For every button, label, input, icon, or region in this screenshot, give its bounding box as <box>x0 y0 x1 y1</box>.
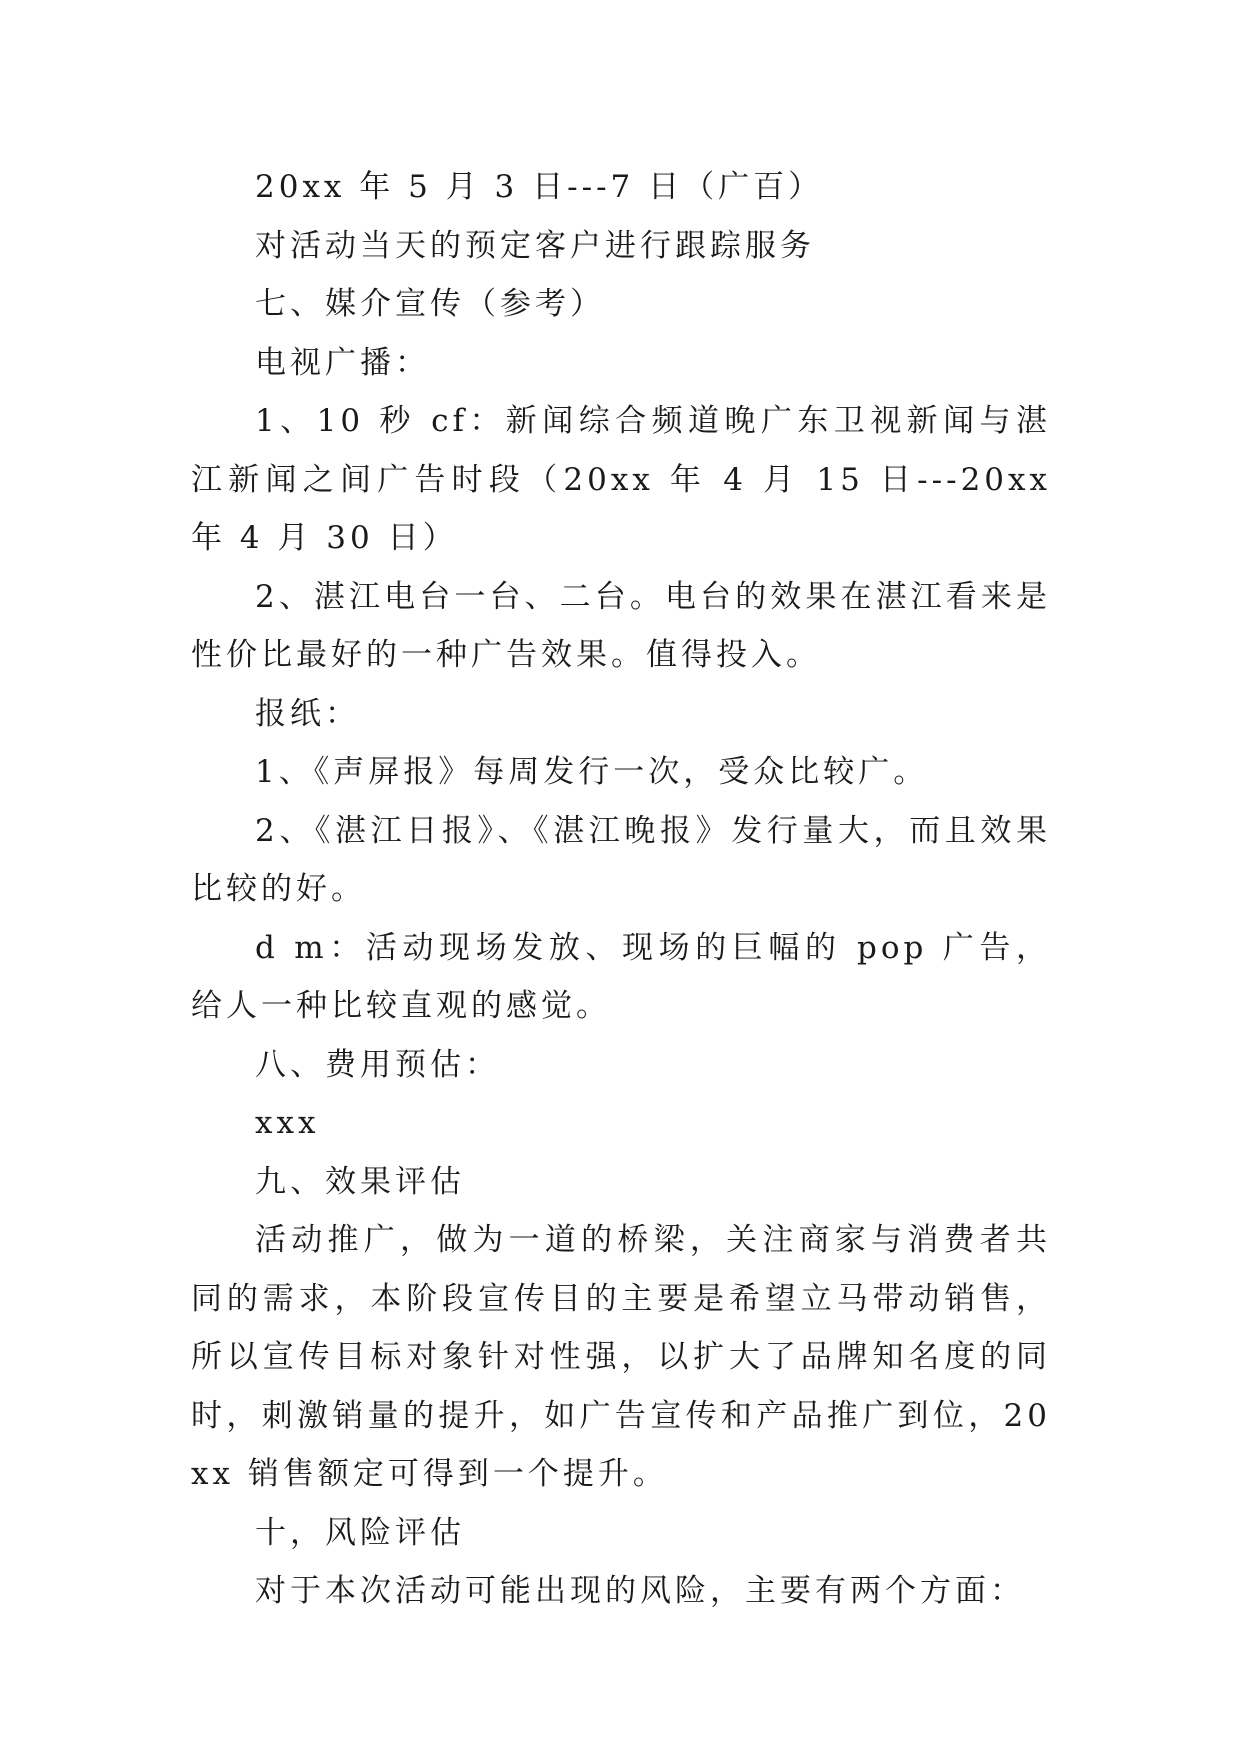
paragraph-newspaper-item-2: 2、《湛江日报》、《湛江晚报》发行量大，而且效果比较的好。 <box>191 812 1051 907</box>
heading-risk-evaluation: 十，风险评估 <box>255 1514 465 1551</box>
heading-cost-estimate: 八、费用预估： <box>255 1046 500 1083</box>
subheading-newspaper: 报纸： <box>255 695 360 732</box>
heading-media-promotion: 七、媒介宣传（参考） <box>255 286 605 322</box>
paragraph-tv-item-1: 1、10 秒 cf：新闻综合频道晚广东卫视新闻与湛江新闻之间广告时段（20xx 年 4 月 15 日---20xx 年 4 月 30 日） <box>191 403 1051 556</box>
paragraph-radio-item-2: 2、湛江电台一台、二台。电台的效果在湛江看来是性价比最好的一种广告效果。值得投入。 <box>191 578 1051 673</box>
paragraph-risk-evaluation: 对于本次活动可能出现的风险，主要有两个方面： <box>255 1573 1025 1609</box>
paragraph-cost-value: xxx <box>255 1105 320 1141</box>
paragraph-date-range: 20xx 年 5 月 3 日---7 日（广百） <box>255 169 824 205</box>
paragraph-dm: d m：活动现场发放、现场的巨幅的 pop 广告，给人一种比较直观的感觉。 <box>191 929 1051 1024</box>
subheading-tv-radio: 电视广播： <box>255 344 430 381</box>
document-body <box>191 158 1051 1621</box>
paragraph-follow-up: 对活动当天的预定客户进行跟踪服务 <box>255 227 815 264</box>
paragraph-newspaper-item-1: 1、《声屏报》每周发行一次，受众比较广。 <box>255 754 929 790</box>
heading-effect-evaluation: 九、效果评估 <box>255 1163 465 1200</box>
paragraph-effect-evaluation: 活动推广，做为一道的桥梁，关注商家与消费者共同的需求，本阶段宣传目的主要是希望立马带动销售，所以宣传目标对象针对性强，以扩大了品牌知名度的同时，刺激销量的提升，如广告宣传和产品推广到位，20xx 销售额定可得到一个提升。 <box>191 1222 1051 1492</box>
